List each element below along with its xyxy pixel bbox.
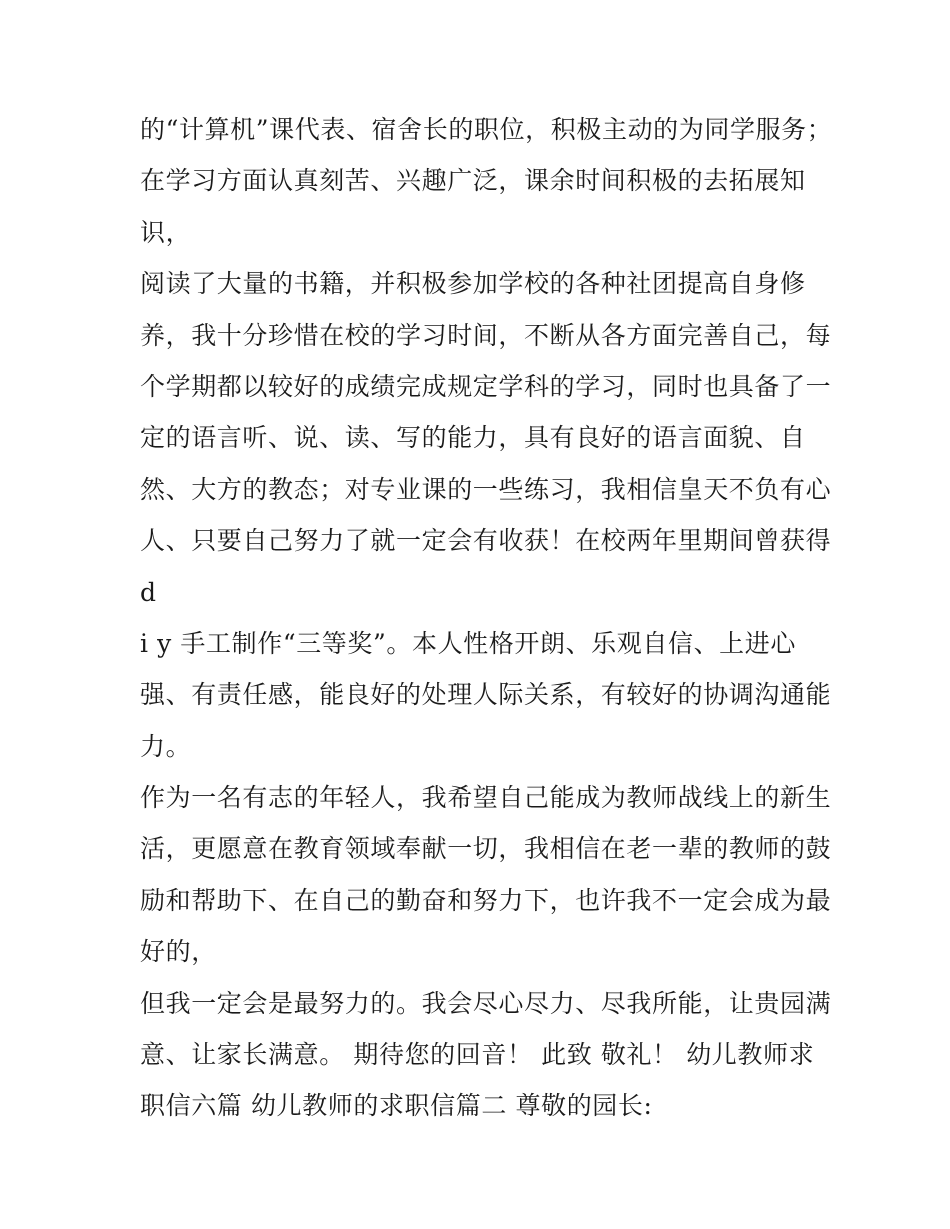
text-line: 识，	[140, 217, 192, 247]
text-line: 但我一定会是最努力的。我会尽心尽力、尽我所能，让贵园满	[140, 988, 832, 1018]
letter-body	[140, 104, 833, 1132]
text-line: 养，我十分珍惜在校的学习时间，不断从各方面完善自己，每	[140, 320, 832, 350]
text-line: 定的语言听、说、读、写的能力，具有良好的语言面貌、自	[140, 423, 806, 453]
text-line: 阅读了大量的书籍，并积极参加学校的各种社团提高自身修	[140, 269, 806, 299]
text-line: 作为一名有志的年轻人，我希望自己能成为教师战线上的新生	[140, 783, 832, 813]
text-line: 励和帮助下、在自己的勤奋和努力下，也许我不一定会成为最	[140, 885, 832, 915]
text-line: 然、大方的教态；对专业课的一些练习，我相信皇天不负有心	[140, 474, 832, 504]
text-line: i y 手工制作“三等奖”。本人性格开朗、乐观自信、上进心	[140, 628, 796, 658]
text-line: 力。	[140, 731, 192, 761]
text-line: 个学期都以较好的成绩完成规定学科的学习，同时也具备了一	[140, 371, 832, 401]
text-line: 在学习方面认真刻苦、兴趣广泛，课余时间积极的去拓展知	[140, 166, 806, 196]
text-line: 职信六篇 幼儿教师的求职信篇二 尊敬的园长:	[140, 1091, 653, 1121]
text-line: 人、只要自己努力了就一定会有收获！在校两年里期间曾获得	[140, 526, 832, 556]
text-line: 的“计算机”课代表、宿舍长的职位，积极主动的为同学服务；	[140, 115, 833, 144]
text-line: 意、让家长满意。 期待您的回音！ 此致 敬礼！ 幼儿教师求	[140, 1040, 815, 1070]
text-line: 强、有责任感，能良好的处理人际关系，有较好的协调沟通能	[140, 680, 832, 710]
text-line: 好的，	[140, 937, 217, 967]
text-line: 活，更愿意在教育领域奉献一切，我相信在老一辈的教师的鼓	[140, 834, 832, 864]
text-line: d	[140, 577, 157, 607]
